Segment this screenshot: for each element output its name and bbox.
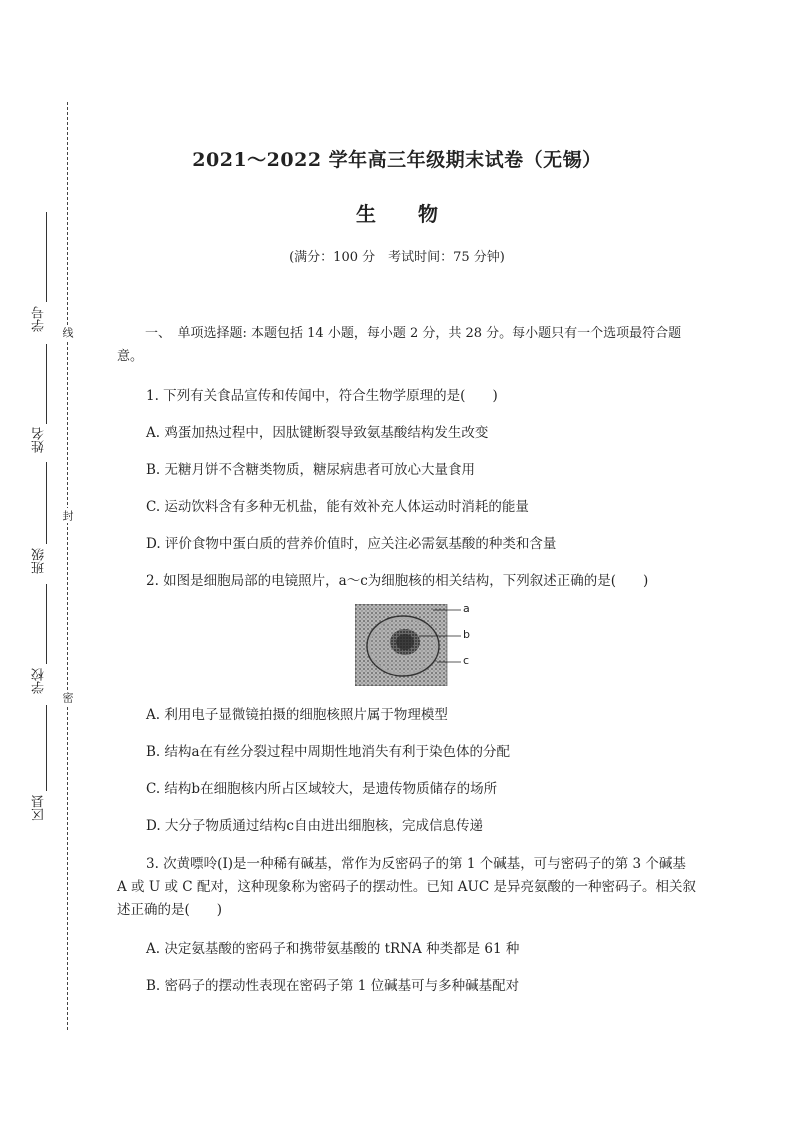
q2-option-d: D. 大分子物质通过结构c自由进出细胞核，完成信息传递 [146, 818, 483, 834]
q1-option-d: D. 评价食物中蛋白质的营养价值时，应关注必需氨基酸的种类和含量 [146, 536, 557, 552]
exam-title: 2021～2022 学年高三年级期末试卷（无锡） [192, 149, 602, 171]
figure-label-b: b [463, 628, 470, 641]
exam-info: (满分：100 分 考试时间：75 分钟) [289, 250, 505, 265]
field-student-id-label: 学号 [32, 306, 47, 332]
q2-stem: 2. 如图是细胞局部的电镜照片，a～c为细胞核的相关结构，下列叙述正确的是( ) [146, 573, 649, 589]
q2-option-c: C. 结构b在细胞核内所占区域较大，是遗传物质储存的场所 [146, 781, 498, 797]
cell-nucleus-micrograph [355, 604, 475, 686]
q3-stem: 3. 次黄嘌呤(I)是一种稀有碱基，常作为反密码子的第 1 个碱基，可与密码子的第 3 个碱基 A 或 U 或 C 配对，这种现象称为密码子的摆动性。已知 AUC 是异亮氨酸的一种密码子。相关叙述正确的是( ) [117, 856, 696, 918]
field-district-line[interactable] [46, 705, 47, 791]
q3-option-a: A. 决定氨基酸的密码子和携带氨基酸的 tRNA 种类都是 61 种 [146, 941, 520, 957]
seal-mark-seal: 封 [61, 510, 74, 521]
q1-option-a: A. 鸡蛋加热过程中，因肽键断裂导致氨基酸结构发生改变 [146, 425, 489, 441]
figure-label-c: c [463, 654, 470, 667]
field-district-label: 区县 [32, 795, 47, 821]
q1-option-c: C. 运动饮料含有多种无机盐，能有效补充人体运动时消耗的能量 [146, 499, 529, 515]
q1-option-b: B. 无糖月饼不含糖类物质，糖尿病患者可放心大量食用 [146, 462, 476, 478]
field-school-line[interactable] [46, 584, 47, 664]
binding-dashed-line [67, 102, 68, 1030]
q2-option-a: A. 利用电子显微镜拍摄的细胞核照片属于物理模型 [146, 707, 448, 723]
q3-option-b: B. 密码子的摆动性表现在密码子第 1 位碱基可与多种碱基配对 [146, 978, 520, 994]
section-title: 一、 单项选择题: 本题包括 14 小题，每小题 2 分，共 28 分。 [145, 326, 513, 341]
seal-mark-line: 线 [61, 327, 74, 338]
section-instruction: 每小题只有一个选项最符合题意。 [117, 326, 682, 364]
field-name-label: 姓名 [32, 427, 47, 453]
field-class-line[interactable] [46, 462, 47, 544]
section-heading [117, 322, 692, 368]
figure-label-a: a [463, 602, 470, 615]
subject-title: 生物 [356, 202, 480, 226]
field-name-line[interactable] [46, 344, 47, 424]
q2-option-b: B. 结构a在有丝分裂过程中周期性地消失有利于染色体的分配 [146, 744, 511, 760]
field-school-label: 学校 [32, 668, 47, 694]
field-class-label: 班级 [32, 548, 47, 574]
q1-stem: 1. 下列有关食品宣传和传闻中，符合生物学原理的是( ) [146, 388, 498, 404]
seal-mark-secret: 密 [61, 692, 74, 703]
